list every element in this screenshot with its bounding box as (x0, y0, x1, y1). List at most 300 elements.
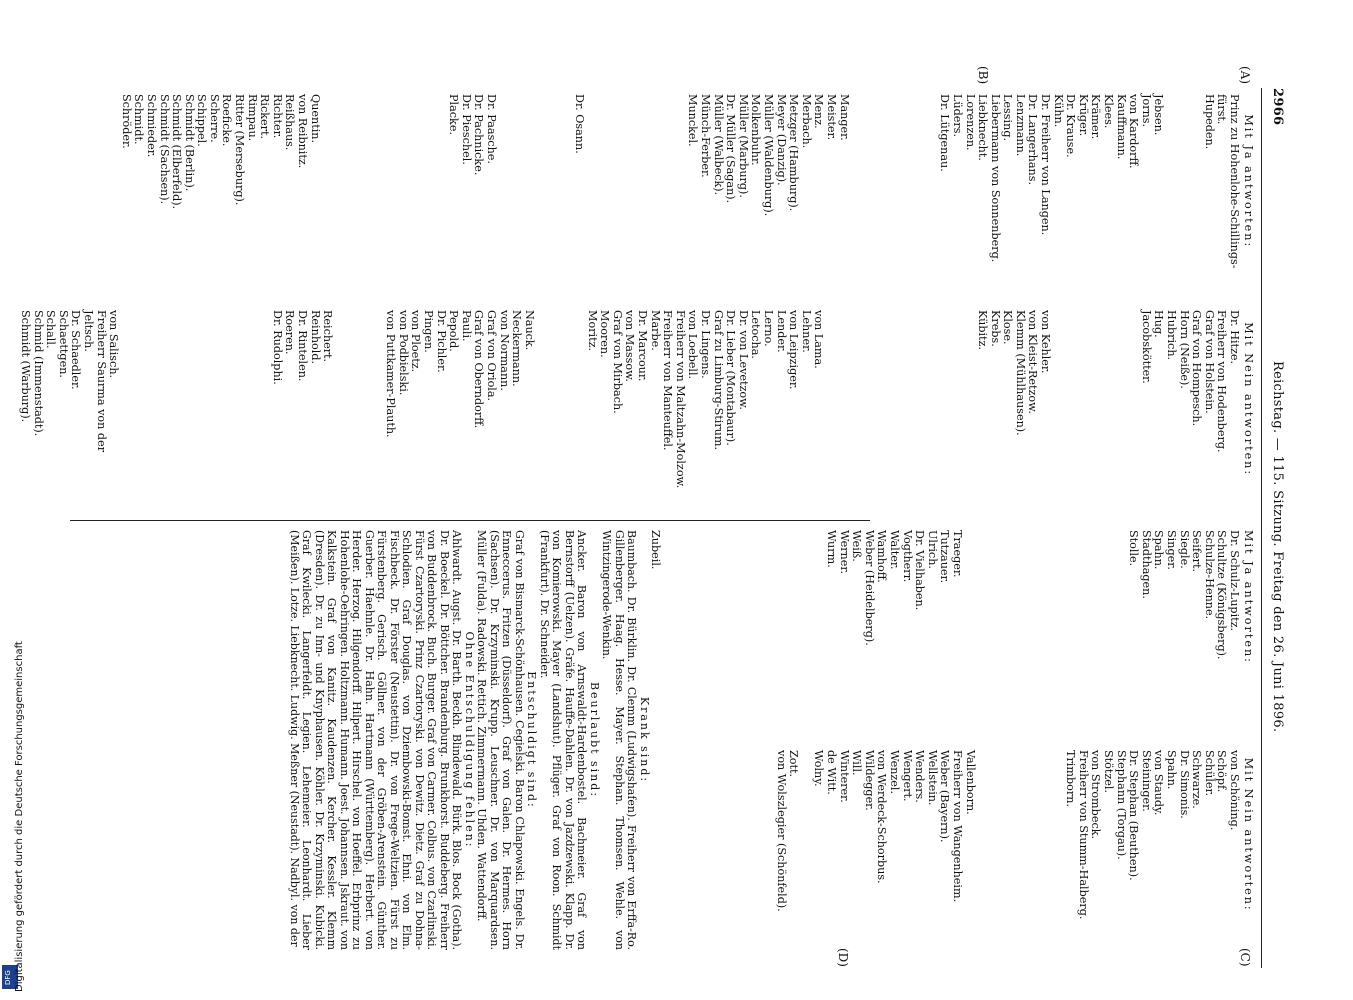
no-heading: Mit Nein antworten: (1242, 757, 1255, 912)
member-name: Merbach. (799, 94, 813, 149)
member-name: von Lama. (812, 310, 826, 369)
column-4 (774, 750, 1254, 919)
member-name (938, 310, 951, 488)
member-name (799, 530, 812, 664)
section-text: Graf von Bismarck-Schönhausen. Cegielski. Baron Chlapowski. Engels. Dr. Enneccerus. Fritzen (Düsseldorf). Graf von Galen. Dr. Hermes. Horn (Sachsen). Dr. Krzyminski. Krupp. Leuschner. Dr. von Marquardsen. Müller (Fulda). Radowski. Rettich. Zimmermann. Uhden. Wattendorff. (475, 530, 526, 950)
member-name (749, 530, 762, 664)
member-name (535, 310, 548, 488)
member-name: Wamhoff. (875, 530, 889, 583)
member-name (573, 310, 586, 488)
member-name: Wolny. (812, 750, 826, 787)
member-name: Klose. (1001, 310, 1015, 345)
member-name (182, 310, 195, 488)
member-name: Schippel. (195, 94, 209, 147)
member-name (1001, 530, 1014, 664)
member-name: von Salisch. (107, 310, 121, 379)
member-name (1001, 750, 1014, 919)
member-name (988, 530, 1001, 664)
member-name: Rickert. (258, 94, 272, 140)
member-name (333, 310, 346, 488)
member-name: Pingen. (422, 310, 435, 353)
member-name (1076, 310, 1089, 488)
absence-section (538, 530, 601, 950)
member-name: Dr. Freiherr von Langen. (1039, 94, 1053, 236)
member-name: Krüger. (1076, 94, 1090, 137)
member-name (761, 530, 774, 664)
member-name (220, 310, 233, 488)
margin-mark-c: (C) (1238, 948, 1252, 967)
member-name: Dr. Müller (Sagan). (724, 94, 738, 204)
member-name (913, 310, 926, 488)
absence-sections (288, 530, 651, 950)
member-name: Dr. von Levetzow. (736, 310, 750, 410)
member-name (950, 310, 963, 488)
member-name: Walter. (887, 530, 901, 570)
member-name: Moritz. (585, 310, 599, 352)
member-name: Schmidt (Elberfeld). (170, 94, 184, 210)
member-name (1026, 530, 1039, 664)
member-name: von Kardorff. (1127, 94, 1141, 169)
member-name: Mooren. (598, 310, 612, 358)
member-name: Dr. Pichler. (434, 310, 448, 373)
member-name: Manger. (837, 94, 851, 141)
member-name (384, 94, 397, 269)
member-name: Lerno. (762, 310, 776, 347)
yes-name-list (119, 94, 1240, 269)
member-name: Menz. (812, 94, 826, 129)
margin-mark-b: (B) (976, 66, 990, 85)
member-name (774, 530, 787, 664)
member-name (585, 94, 598, 269)
member-name: Will. (850, 750, 864, 776)
member-name (1076, 530, 1089, 664)
member-name (1101, 310, 1114, 488)
member-name (661, 94, 674, 269)
member-name: Jeltsch. (81, 310, 95, 352)
member-name: Vogtherr. (900, 530, 914, 583)
member-name: Wildegger. (862, 750, 876, 811)
member-name: Kauffmann. (1114, 94, 1128, 160)
member-name (976, 530, 989, 664)
member-name (1051, 530, 1064, 664)
member-name: Freiherr von Manteuffel. (661, 310, 675, 451)
yes-heading: Mit Ja antworten: (1242, 530, 1255, 664)
member-name (144, 310, 157, 488)
member-name: Klemm (Mühlhausen). (1013, 310, 1027, 436)
member-name: Graf zu Limburg-Stirum. (711, 310, 725, 451)
member-name (434, 94, 447, 269)
member-name (195, 310, 208, 488)
member-name: Meyer (Danzig). (774, 94, 788, 186)
member-name: Freiherr von Hodenberg. (1215, 310, 1229, 453)
member-name: Stötzel. (1102, 750, 1116, 794)
member-name (1039, 750, 1052, 919)
member-name: Freiherr von Wangenheim. (950, 750, 964, 903)
member-name: Roeren. (283, 310, 297, 355)
member-name: Schmidt. (132, 94, 146, 145)
member-name: Munckel. (686, 94, 700, 147)
member-name: von Strombeck. (1089, 750, 1103, 840)
section-title: Krank sind: (638, 696, 651, 784)
member-name: von Wolszlegier (Schönfeld). (774, 750, 788, 912)
credit-line: Digitalisierung gefördert durch die Deutsche Forschungsgemeinschaft (14, 641, 25, 992)
margin-mark-a: (A) (1238, 66, 1252, 85)
member-name: Dr. Hitze. (1228, 310, 1241, 365)
member-name (1051, 750, 1064, 919)
member-name: Letocha. (749, 310, 763, 359)
member-name (346, 310, 359, 488)
member-name: Müller (Walbeck). (711, 94, 725, 196)
member-name: Kühn. (1051, 94, 1065, 128)
member-name (1114, 310, 1127, 488)
member-name: Schüler. (1202, 750, 1216, 797)
member-name: Lüders. (950, 94, 964, 138)
member-name: Wurm. (825, 530, 838, 568)
member-name: Dr. Osann. (573, 94, 587, 154)
member-name: Dr. Stephan (Beuthen). (1127, 750, 1141, 881)
member-name: Seifert. (1190, 530, 1204, 573)
member-name (862, 94, 875, 269)
member-name (887, 94, 900, 269)
member-name: Marbe. (648, 310, 662, 351)
member-name: von Massow. (623, 310, 637, 382)
member-name: Lenzmann. (1013, 94, 1027, 157)
member-name: Prinz zu Hohenlohe-Schillings- (1228, 94, 1241, 269)
member-name (321, 94, 334, 269)
member-name: Lessing. (1001, 94, 1015, 142)
member-name: Trimborn. (1064, 750, 1078, 808)
member-name: Steininger. (1139, 750, 1153, 812)
running-header (1266, 88, 1290, 968)
member-name: von Normann. (497, 310, 511, 391)
member-name (963, 530, 976, 664)
member-name: Stephann (Torgau). (1114, 750, 1128, 860)
section-text: Ahlwardt. Augst. Dr. Barth. Beckh. Blindewald. Bürk. Blos. Bock (Gotha). Dr. Boeckel. Dr. Böttcher. Brandenburg. Brunkhorst. Buddeberg. Freiherr von Buddenbrock. Buch. Burger. Graf von Carmer. Colbus. von Czarlinski. Fürst Czartoryski. Prinz Czartoryski. von Dewitz. Dietz. Graf zu Dohna-Schlodien. Graf Douglas. von Dziembowski-Bomst. Ehni. von Elm. Fischbeck. Dr. Förster (Neustettin). Dr. von Frege-Weltzien. Fürst zu Fürstenberg. Gerisch. Göllner. von der Gröben-Arenstein. Günther. Guerber. Haehnle. Dr. Hahn. Hartmann (Württemberg). Herbert. von Herder. Herzog. Hilgendorff. Hilpert. Hirschel. von Hoeffel. Erbprinz zu Hohenlohe-Oehringen. Holtzmann. Humann. Joest. Johannsen. Jskraut. von Kalkstein. Graf von Kanitz. Kaudenzen. Kercher. Kessler. Klemm (Dresden). Dr. zu Inn- und Knyphausen. Köhler. Dr. Krzyminski. Kubicki. Graf Kwilecki. Langerfeldt. Legien. Lehemeier. Leonhardt. Lieber (Meißen). Lotze. Liebknecht. Ludwig. Meßner (Neustadt). Nadbyl. von der (288, 530, 464, 951)
member-name: Schwarze. (1190, 750, 1204, 809)
member-name: Dr. Krause. (1064, 94, 1078, 158)
member-name (925, 94, 938, 269)
member-name (1164, 94, 1177, 269)
member-name (812, 530, 825, 664)
member-name (560, 310, 573, 488)
member-name: Müller (Waldenburg). (762, 94, 776, 217)
member-name: von Reibnitz. (296, 94, 310, 169)
member-name (522, 94, 535, 269)
member-name (686, 530, 699, 664)
member-name: Richter. (270, 94, 284, 139)
member-name (358, 94, 371, 269)
member-name (673, 530, 686, 664)
member-name (887, 310, 900, 488)
no-heading: Mit Nein antworten: (1242, 322, 1255, 477)
member-name: von Kleist-Retzow. (1026, 310, 1040, 414)
member-name: Graf von Mirbach. (610, 310, 624, 414)
member-name (119, 310, 132, 488)
member-name (245, 310, 258, 488)
member-name (497, 94, 510, 269)
member-name (648, 94, 661, 269)
member-name: Hupeden. (1202, 94, 1216, 150)
member-name: Jebsen. (1152, 94, 1166, 136)
member-name: Reichert. (321, 310, 335, 363)
member-name (636, 94, 649, 269)
section-text: Baumbach. Dr. Bürklin. Dr. Clemm (Ludwigshafen). Freiherr von Erffa-Ro. Gillenberger. Haag. Hesse. Mayer. Stephan. Thomsen. Wehle. von Wintzingerode-Wenkin. (600, 530, 639, 950)
member-name: Schaettgen. (56, 310, 70, 378)
member-name: Dr. Lieber (Montabaur). (724, 310, 738, 446)
member-name (610, 94, 623, 269)
member-name: Dr. Paasche. (484, 94, 498, 164)
member-name: Graf von Holstein. (1202, 310, 1216, 414)
member-name: Neckermann. (510, 310, 524, 387)
member-name (900, 94, 913, 269)
member-name: Schulze-Henne. (1202, 530, 1216, 620)
member-name: Hubrich. (1165, 310, 1179, 361)
member-name: Dr. Vielhaben. (913, 530, 927, 611)
member-name (371, 310, 384, 488)
no-name-list (18, 310, 1240, 488)
member-name (371, 94, 384, 269)
member-name (1089, 530, 1102, 664)
member-name (598, 94, 611, 269)
member-name (976, 750, 989, 919)
member-name (1064, 310, 1077, 488)
member-name: Klees. (1102, 94, 1116, 129)
member-name: Vallenborn. (963, 750, 977, 815)
member-name: von Loebell. (686, 310, 700, 380)
member-name (346, 94, 359, 269)
member-name: Dr. Schaedler. (69, 310, 83, 390)
member-name (1190, 94, 1203, 269)
member-name: de Witt. (825, 750, 838, 795)
member-name: Dr. Lütgenau. (938, 94, 952, 172)
member-name: Dr. Lingens. (699, 310, 713, 379)
member-name: Freiherr von Stumm-Halberg. (1076, 750, 1090, 920)
member-name: Weber (Bayern). (938, 750, 952, 843)
member-name (510, 94, 523, 269)
dfg-logo-text: DFG (4, 970, 12, 985)
member-name (396, 94, 409, 269)
member-name (1026, 750, 1039, 919)
member-name (875, 310, 888, 488)
member-name (560, 94, 573, 269)
member-name: Scherre. (207, 94, 221, 143)
member-name (421, 94, 434, 269)
absence-section (600, 530, 650, 950)
member-name (1013, 750, 1026, 919)
column-3 (648, 530, 1254, 664)
member-name (875, 94, 888, 269)
member-name: Zott. (787, 750, 801, 778)
member-name: Winterer. (837, 750, 851, 803)
member-name: Graf von Oberndorff. (472, 310, 486, 429)
member-name: Quentin. (308, 94, 322, 144)
member-name (1101, 530, 1114, 664)
member-name (1089, 310, 1102, 488)
member-name (925, 310, 938, 488)
yes-heading: Mit Ja antworten: (1242, 114, 1255, 249)
member-name: Lorenzen. (963, 94, 977, 151)
member-name: Krämer. (1089, 94, 1103, 140)
member-name: Stolle. (1127, 530, 1141, 567)
member-name: Kübitz. (976, 310, 990, 351)
column-2 (18, 310, 1254, 488)
member-name: Meister. (825, 94, 838, 141)
member-name: Stadthagen. (1139, 530, 1153, 599)
member-name: Siegle. (1177, 530, 1191, 569)
member-name: Hug. (1152, 310, 1166, 338)
member-name: Krebs. (988, 310, 1002, 347)
member-name: Roeficke. (220, 94, 234, 147)
header-rule (1261, 88, 1262, 968)
member-name: von Schöning. (1228, 750, 1241, 831)
member-name (661, 530, 674, 664)
member-name: Reinhold. (308, 310, 322, 365)
column-divider (70, 520, 870, 521)
absence-section (475, 530, 538, 950)
member-name: Dr. Pachnicke. (472, 94, 486, 176)
member-name: Dr. Schulz-Lupitz. (1228, 530, 1241, 632)
member-name (724, 530, 737, 664)
member-name: Spahn. (1165, 750, 1179, 790)
member-name: Liebermann von Sonnenberg. (988, 94, 1002, 263)
section-title: Beurlaubt sind: (588, 681, 601, 799)
yes-name-list (648, 530, 1240, 664)
member-name: Tutzauer. (938, 530, 952, 584)
member-name: Schöpf. (1215, 750, 1229, 793)
member-name (535, 94, 548, 269)
member-name: Müller (Marburg). (736, 94, 750, 198)
member-name: Schultze (Königsberg). (1215, 530, 1229, 660)
member-name: Werner. (837, 530, 851, 575)
member-name (1127, 310, 1140, 488)
section-text: Ancker. Baron von Arnswaldt-Hardenbostel. Bachmeier. Graf von Bernstorff (Uelzen). Gräfe. Hauffe-Dahlen. Dr. von Jazdzewski. Klapp. Dr. von Komierowski. Mayer (Landshut). Pflüger. Graf von Roon. Schmidt (Frankfurt). Dr. Schneider. (538, 530, 589, 950)
member-name (988, 750, 1001, 919)
member-name: Schmidt (Berlin). (182, 94, 196, 192)
member-name: Wellstein. (925, 750, 939, 806)
member-name: Ulrich. (925, 530, 939, 569)
member-name: Dr. Simonis. (1177, 750, 1191, 819)
member-name (900, 310, 913, 488)
member-name: Lender. (774, 310, 788, 353)
member-name: Schmidt (Sachsen). (157, 94, 171, 205)
member-name: fürst. (1215, 94, 1229, 125)
member-name (157, 310, 170, 488)
member-name (623, 94, 636, 269)
member-name (736, 530, 749, 664)
member-name (1114, 530, 1127, 664)
member-name: Horn (Neiße). (1177, 310, 1191, 389)
member-name (913, 94, 926, 269)
member-name (333, 94, 346, 269)
member-name (1039, 530, 1052, 664)
margin-mark-d: (D) (836, 948, 850, 967)
member-name: Molkenbuhr. (749, 94, 763, 166)
member-name: Metzger (Hamburg). (787, 94, 801, 212)
member-name: Graf von Hompesch. (1190, 310, 1204, 427)
member-name: Graf von Oriola. (484, 310, 498, 402)
member-name: Schmieder. (144, 94, 158, 158)
member-name: Singer. (1165, 530, 1179, 570)
member-name (850, 310, 863, 488)
member-name (673, 94, 686, 269)
member-name (837, 310, 850, 488)
member-name: Münch-Ferber. (699, 94, 713, 178)
member-name: Weiß. (850, 530, 864, 562)
page-title: Reichstag. — 115. Sitzung. Freitag den 26. Juni 1896. (1270, 360, 1286, 733)
member-name: Spahn. (1152, 530, 1166, 570)
member-name (711, 530, 724, 664)
member-name: Traeger. (950, 530, 964, 578)
member-name (963, 310, 976, 488)
member-name: von Leipziger. (787, 310, 801, 390)
member-name (258, 310, 271, 488)
member-name: Dr. Rudolphi. (270, 310, 284, 385)
member-name (1013, 530, 1026, 664)
member-name (233, 310, 246, 488)
member-name (1051, 310, 1064, 488)
member-name (132, 310, 145, 488)
member-name (547, 310, 560, 488)
member-name (170, 310, 183, 488)
member-name: von Kehler. (1039, 310, 1053, 374)
member-name: Dr. Rintelen. (296, 310, 310, 382)
member-name (1064, 530, 1077, 664)
member-name: von Ploetz. (409, 310, 423, 373)
member-name (1177, 94, 1190, 269)
digitization-footer (0, 0, 25, 1000)
member-name: Schröder. (119, 94, 133, 149)
member-name (850, 94, 863, 269)
member-name: von Werdeck-Schorbus. (875, 750, 889, 884)
no-name-list (774, 750, 1240, 919)
member-name: Lehner. (799, 310, 813, 353)
member-name: Wenders. (913, 750, 927, 803)
member-name: Pauli. (459, 310, 473, 342)
member-name: von Staudy. (1152, 750, 1166, 816)
member-name (787, 530, 800, 664)
member-name: Schmidt (Warburg). (19, 310, 32, 423)
member-name: Dr. Marcour. (636, 310, 650, 382)
member-name: Rimpau. (245, 94, 259, 142)
member-name: Schmid (Immenstadt). (31, 310, 45, 437)
member-name: von Podbielski. (396, 310, 410, 396)
member-name (358, 310, 371, 488)
member-name: Jacobskötter. (1139, 310, 1153, 384)
member-name: Zubeil. (648, 530, 662, 570)
member-name: Dr. Pieschel. (459, 94, 473, 165)
absence-section (288, 530, 476, 950)
member-name: Nauck. (522, 310, 536, 351)
member-name (862, 310, 875, 488)
member-name (799, 750, 812, 919)
member-name: Schall. (44, 310, 58, 349)
member-name: Wenzel. (887, 750, 901, 795)
member-name: Dr. Langerhans. (1026, 94, 1040, 186)
member-name: Pepold. (447, 310, 461, 352)
section-title: Entschuldigt sind: (525, 671, 539, 809)
member-name: von Puttkamer-Plauth. (384, 310, 398, 438)
member-name: Placke. (447, 94, 461, 135)
member-name (824, 310, 837, 488)
member-name: Jorns. (1139, 94, 1153, 128)
member-name: Freiherr von Maltzahn-Molzow. (673, 310, 687, 489)
member-name: Wengert. (900, 750, 914, 802)
member-name: Ritter (Merseburg). (233, 94, 247, 206)
page-number: 2966 (1270, 88, 1286, 126)
member-name: Liebknecht. (976, 94, 990, 161)
column-1 (119, 94, 1254, 269)
member-name (409, 94, 422, 269)
